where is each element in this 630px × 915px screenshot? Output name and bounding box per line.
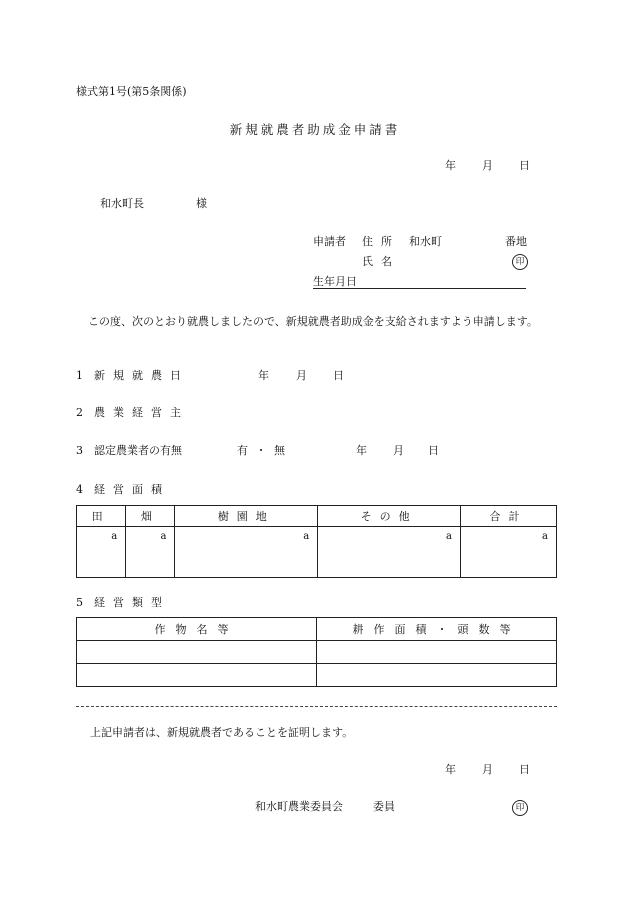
item-4-title: 経営面積 [94,483,170,496]
addressee-honorific: 様 [196,197,207,210]
area-header-orchard: 樹園地 [175,506,318,527]
address-label: 住所 [362,235,400,248]
area-orchard-cell[interactable]: a [175,527,318,578]
name-label: 氏名 [362,255,400,268]
certified-choice: 有 ・ 無 [237,444,287,457]
item-2-number: 2 [76,406,83,419]
area-table-header-row [77,506,557,527]
item-3-number: 3 [76,444,83,457]
applicant-seal-icon: 印 [512,254,528,270]
item-1-number: 1 [76,369,83,382]
crop-name-cell[interactable] [77,664,317,687]
month-label: 月 [482,763,493,776]
new-farming-day-label: 日 [333,369,344,382]
crop-name-header: 作物名等 [77,618,317,641]
cultivation-area-cell[interactable] [317,641,557,664]
area-table-value-row [77,527,557,578]
day-label: 日 [519,159,530,172]
area-paddy-cell[interactable]: a [77,527,126,578]
crop-name-cell[interactable] [77,641,317,664]
area-total-cell[interactable]: a [460,527,556,578]
dob-underline [313,288,526,289]
banchi-label: 番地 [505,235,527,248]
item-5-number: 5 [76,596,83,609]
area-header-other: その他 [318,506,461,527]
certified-day-label: 日 [428,444,439,457]
certified-year-label: 年 [356,444,367,457]
area-table [76,505,557,578]
area-header-total: 合計 [460,506,556,527]
management-type-table [76,617,557,687]
application-statement: この度、次のとおり就農しましたので、新規就農者助成金を支給されますよう申請します。 [88,315,538,328]
committee-seal-icon: 印 [512,800,528,816]
table-row [77,664,557,687]
address-value: 和水町 [409,235,442,248]
applicant-label: 申請者 [313,235,346,248]
form-title: 新規就農者助成金申請書 [229,122,401,137]
area-field-cell[interactable]: a [126,527,175,578]
item-1-title: 新規就農日 [94,369,189,382]
area-header-field: 畑 [126,506,175,527]
addressee-office: 和水町長 [100,197,144,210]
application-date [445,160,530,171]
item-2-title: 農業経営主 [94,406,189,419]
item-4-number: 4 [76,483,83,496]
certified-month-label: 月 [393,444,404,457]
certification-date [445,764,530,775]
section-divider [76,706,557,707]
management-header-row [77,618,557,641]
new-farming-month-label: 月 [296,369,307,382]
table-row [77,641,557,664]
dob-label: 生年月日 [313,275,357,288]
item-5-title: 経営類型 [94,596,170,609]
year-label: 年 [445,159,456,172]
committee-name: 和水町農業委員会 [255,800,343,813]
new-farming-year-label: 年 [258,369,269,382]
committee-member-label: 委員 [373,800,395,813]
year-label: 年 [445,763,456,776]
area-header-paddy: 田 [77,506,126,527]
day-label: 日 [519,763,530,776]
certification-text: 上記申請者は、新規就農者であることを証明します。 [90,726,354,739]
item-3-title: 認定農業者の有無 [94,444,182,457]
cultivation-area-header: 耕作面積・頭数等 [317,618,557,641]
form-number: 様式第1号(第5条関係) [76,85,187,98]
cultivation-area-cell[interactable] [317,664,557,687]
month-label: 月 [482,159,493,172]
area-other-cell[interactable]: a [318,527,461,578]
